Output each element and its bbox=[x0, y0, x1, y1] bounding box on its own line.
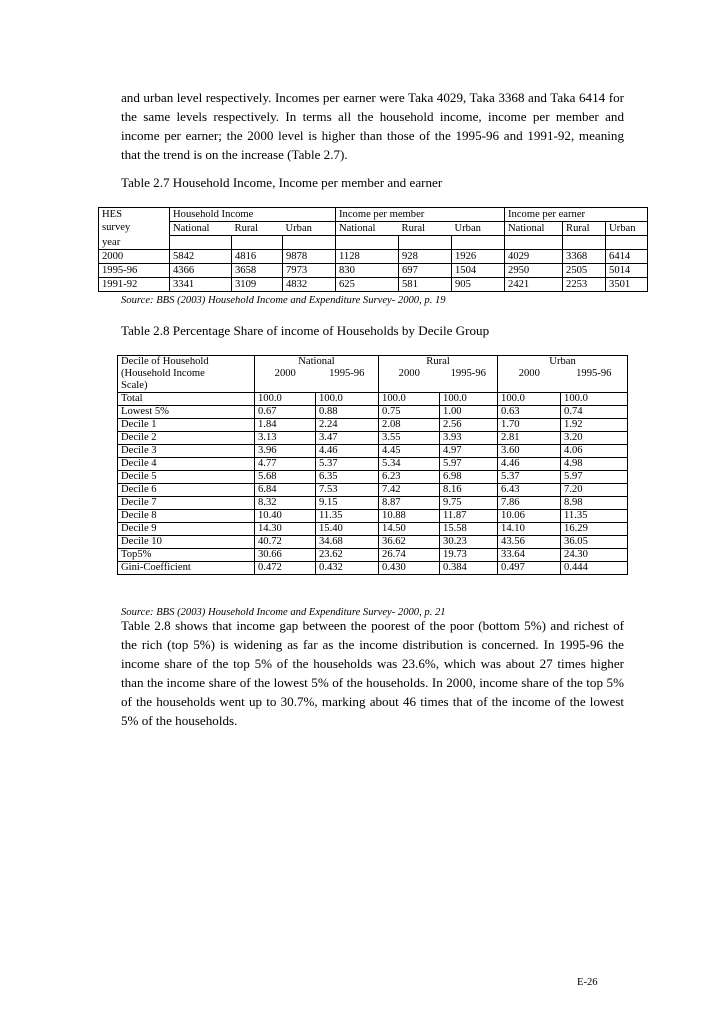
table-cell: 5.97 bbox=[561, 471, 628, 484]
table-cell: 11.87 bbox=[440, 510, 498, 523]
table-row bbox=[118, 562, 628, 575]
year-header: 2000 bbox=[498, 368, 561, 380]
year-header: 2000 bbox=[379, 368, 440, 380]
group-header: Household Income bbox=[170, 208, 336, 222]
group-header: Income per member bbox=[336, 208, 505, 222]
table-cell: 2.08 bbox=[379, 419, 440, 432]
table-cell: 10.06 bbox=[498, 510, 561, 523]
table-cell: 0.75 bbox=[379, 406, 440, 419]
table-row bbox=[118, 471, 628, 484]
table-cell: 2.56 bbox=[440, 419, 498, 432]
table-cell: 100.0 bbox=[316, 393, 379, 406]
row-label: Decile 1 bbox=[118, 419, 255, 432]
table-cell: 9.75 bbox=[440, 497, 498, 510]
row-header-cell: year bbox=[99, 236, 170, 250]
subheader: Rural bbox=[563, 222, 606, 236]
table-row bbox=[118, 445, 628, 458]
table-cell: 23.62 bbox=[316, 549, 379, 562]
table-cell: 5.97 bbox=[440, 458, 498, 471]
table-cell: 11.35 bbox=[561, 510, 628, 523]
row-label: Decile 10 bbox=[118, 536, 255, 549]
table-cell: 7.42 bbox=[379, 484, 440, 497]
table-cell: 3.55 bbox=[379, 432, 440, 445]
table-cell: 5.37 bbox=[316, 458, 379, 471]
table-2-8-source: Source: BBS (2003) Household Income and Expenditure Survey- 2000, p. 21 bbox=[121, 607, 446, 618]
table-cell: 0.432 bbox=[316, 562, 379, 575]
table-2-8-caption: Table 2.8 Percentage Share of income of Households by Decile Group bbox=[121, 323, 490, 338]
subheader: Urban bbox=[283, 222, 336, 236]
row-header-line: (Household Income bbox=[118, 368, 255, 380]
table-cell: 100.0 bbox=[561, 393, 628, 406]
table-cell: 4.97 bbox=[440, 445, 498, 458]
table-row bbox=[118, 406, 628, 419]
table-cell: 33.64 bbox=[498, 549, 561, 562]
table-row bbox=[118, 432, 628, 445]
table-cell: 1.70 bbox=[498, 419, 561, 432]
row-label: Decile 9 bbox=[118, 523, 255, 536]
table-cell: 16.29 bbox=[561, 523, 628, 536]
row-label: Decile 5 bbox=[118, 471, 255, 484]
closing-paragraph: Table 2.8 shows that income gap between the poorest of the poor (bottom 5%) and richest of the rich (top 5%) is widening as far as the income distribution is concerned. In 1995-96 the income share of the top 5% of the households was 23.6%, which was about 27 times higher than the income share of the lowest 5% of the households. In 2000, income share of the top 5% of the households went up to 30.7%, marking about 46 times that of the income of the lowest 5% of the households. bbox=[121, 618, 624, 728]
row-header-line: Scale) bbox=[118, 380, 255, 393]
table-cell: 30.23 bbox=[440, 536, 498, 549]
table-cell: 1.92 bbox=[561, 419, 628, 432]
table-cell: 40.72 bbox=[255, 536, 316, 549]
table-cell: 7.20 bbox=[561, 484, 628, 497]
table-cell: 14.30 bbox=[255, 523, 316, 536]
table-2-7-source: Source: BBS (2003) Household Income and Expenditure Survey- 2000, p. 19 bbox=[121, 295, 446, 306]
table-row bbox=[118, 484, 628, 497]
table-cell: 0.63 bbox=[498, 406, 561, 419]
row-label: Gini-Coefficient bbox=[118, 562, 255, 575]
table-cell: 26.74 bbox=[379, 549, 440, 562]
table-cell: 4.77 bbox=[255, 458, 316, 471]
table-row bbox=[118, 549, 628, 562]
table-cell: 5.34 bbox=[379, 458, 440, 471]
row-label: Decile 8 bbox=[118, 510, 255, 523]
subheader: National bbox=[336, 222, 399, 236]
row-header-line: Decile of Household bbox=[118, 356, 255, 369]
table-cell: 10.40 bbox=[255, 510, 316, 523]
household-income-table bbox=[98, 207, 648, 292]
table-row bbox=[118, 419, 628, 432]
decile-share-table bbox=[117, 355, 628, 575]
row-header-cell: HES survey bbox=[99, 208, 170, 236]
table-cell: 24.30 bbox=[561, 549, 628, 562]
table-cell: 100.0 bbox=[379, 393, 440, 406]
table-cell: 9.15 bbox=[316, 497, 379, 510]
row-label: Decile 7 bbox=[118, 497, 255, 510]
table-cell: 4.46 bbox=[316, 445, 379, 458]
table-cell: 6.84 bbox=[255, 484, 316, 497]
table-cell: 7.53 bbox=[316, 484, 379, 497]
table-cell: 0.497 bbox=[498, 562, 561, 575]
table-cell: 0.67 bbox=[255, 406, 316, 419]
table-cell: 6.23 bbox=[379, 471, 440, 484]
table-cell: 4.98 bbox=[561, 458, 628, 471]
intro-paragraph: and urban level respectively. Incomes per earner were Taka 4029, Taka 3368 and Taka 6414 for the same levels respectively. In terms all the household income, income per member and income per earner; the 2000 level is higher than those of the 1995-96 and 1991-92, meaning that the trend is on the increase (Table 2.7). bbox=[121, 90, 624, 162]
table-cell: 3.60 bbox=[498, 445, 561, 458]
subheader: Urban bbox=[606, 222, 648, 236]
table-row: 1991-92 3341 3109 4832 625 581 905 2421 2253 3501 bbox=[99, 278, 648, 292]
table-cell: 7.86 bbox=[498, 497, 561, 510]
table-cell: 3.47 bbox=[316, 432, 379, 445]
table-cell: 36.62 bbox=[379, 536, 440, 549]
table-cell: 6.98 bbox=[440, 471, 498, 484]
table-cell: 1.84 bbox=[255, 419, 316, 432]
row-label: Total bbox=[118, 393, 255, 406]
subheader: National bbox=[505, 222, 563, 236]
row-label: Decile 6 bbox=[118, 484, 255, 497]
table-row bbox=[118, 497, 628, 510]
table-cell: 4.45 bbox=[379, 445, 440, 458]
decile-rows bbox=[118, 393, 628, 575]
year-header: 2000 bbox=[255, 368, 316, 380]
year-header: 1995-96 bbox=[316, 368, 379, 380]
table-cell: 2.24 bbox=[316, 419, 379, 432]
table-cell: 8.32 bbox=[255, 497, 316, 510]
row-label: Decile 2 bbox=[118, 432, 255, 445]
table-cell: 6.43 bbox=[498, 484, 561, 497]
row-label: Top5% bbox=[118, 549, 255, 562]
table-cell: 0.88 bbox=[316, 406, 379, 419]
table-cell: 4.46 bbox=[498, 458, 561, 471]
table-cell: 0.74 bbox=[561, 406, 628, 419]
table-cell: 3.93 bbox=[440, 432, 498, 445]
table-cell: 100.0 bbox=[498, 393, 561, 406]
table-cell: 0.472 bbox=[255, 562, 316, 575]
table-cell: 10.88 bbox=[379, 510, 440, 523]
table-cell: 3.20 bbox=[561, 432, 628, 445]
table-row: 1995-96 4366 3658 7973 830 697 1504 2950 2505 5014 bbox=[99, 264, 648, 278]
table-cell: 8.87 bbox=[379, 497, 440, 510]
table-cell: 43.56 bbox=[498, 536, 561, 549]
table-cell: 11.35 bbox=[316, 510, 379, 523]
table-cell: 19.73 bbox=[440, 549, 498, 562]
table-cell: 6.35 bbox=[316, 471, 379, 484]
row-label: Decile 3 bbox=[118, 445, 255, 458]
row-label: Lowest 5% bbox=[118, 406, 255, 419]
table-cell: 15.40 bbox=[316, 523, 379, 536]
subheader: Rural bbox=[399, 222, 452, 236]
group-header: Income per earner bbox=[505, 208, 648, 222]
group-header: Rural bbox=[379, 356, 498, 369]
table-cell: 15.58 bbox=[440, 523, 498, 536]
subheader: National bbox=[170, 222, 232, 236]
table-2-7-caption: Table 2.7 Household Income, Income per member and earner bbox=[121, 175, 443, 190]
year-header: 1995-96 bbox=[561, 368, 628, 380]
group-header: National bbox=[255, 356, 379, 369]
table-cell: 14.10 bbox=[498, 523, 561, 536]
year-header: 1995-96 bbox=[440, 368, 498, 380]
table-cell: 34.68 bbox=[316, 536, 379, 549]
table-cell: 1.00 bbox=[440, 406, 498, 419]
table-cell: 14.50 bbox=[379, 523, 440, 536]
table-cell: 3.13 bbox=[255, 432, 316, 445]
table-cell: 36.05 bbox=[561, 536, 628, 549]
table-cell: 2.81 bbox=[498, 432, 561, 445]
table-cell: 8.98 bbox=[561, 497, 628, 510]
table-row bbox=[118, 393, 628, 406]
table-cell: 0.430 bbox=[379, 562, 440, 575]
group-header: Urban bbox=[498, 356, 628, 369]
table-row: 2000 5842 4816 9878 1128 928 1926 4029 3368 6414 bbox=[99, 250, 648, 264]
subheader: Urban bbox=[452, 222, 505, 236]
table-cell: 5.37 bbox=[498, 471, 561, 484]
page-number: E-26 bbox=[577, 977, 598, 988]
table-row bbox=[118, 458, 628, 471]
table-cell: 8.16 bbox=[440, 484, 498, 497]
table-cell: 3.96 bbox=[255, 445, 316, 458]
table-cell: 0.444 bbox=[561, 562, 628, 575]
table-cell: 100.0 bbox=[255, 393, 316, 406]
table-cell: 5.68 bbox=[255, 471, 316, 484]
table-cell: 4.06 bbox=[561, 445, 628, 458]
table-row bbox=[118, 510, 628, 523]
table-cell: 0.384 bbox=[440, 562, 498, 575]
table-row bbox=[118, 523, 628, 536]
table-cell: 30.66 bbox=[255, 549, 316, 562]
table-cell: 100.0 bbox=[440, 393, 498, 406]
row-label: Decile 4 bbox=[118, 458, 255, 471]
subheader: Rural bbox=[232, 222, 283, 236]
table-row bbox=[118, 536, 628, 549]
